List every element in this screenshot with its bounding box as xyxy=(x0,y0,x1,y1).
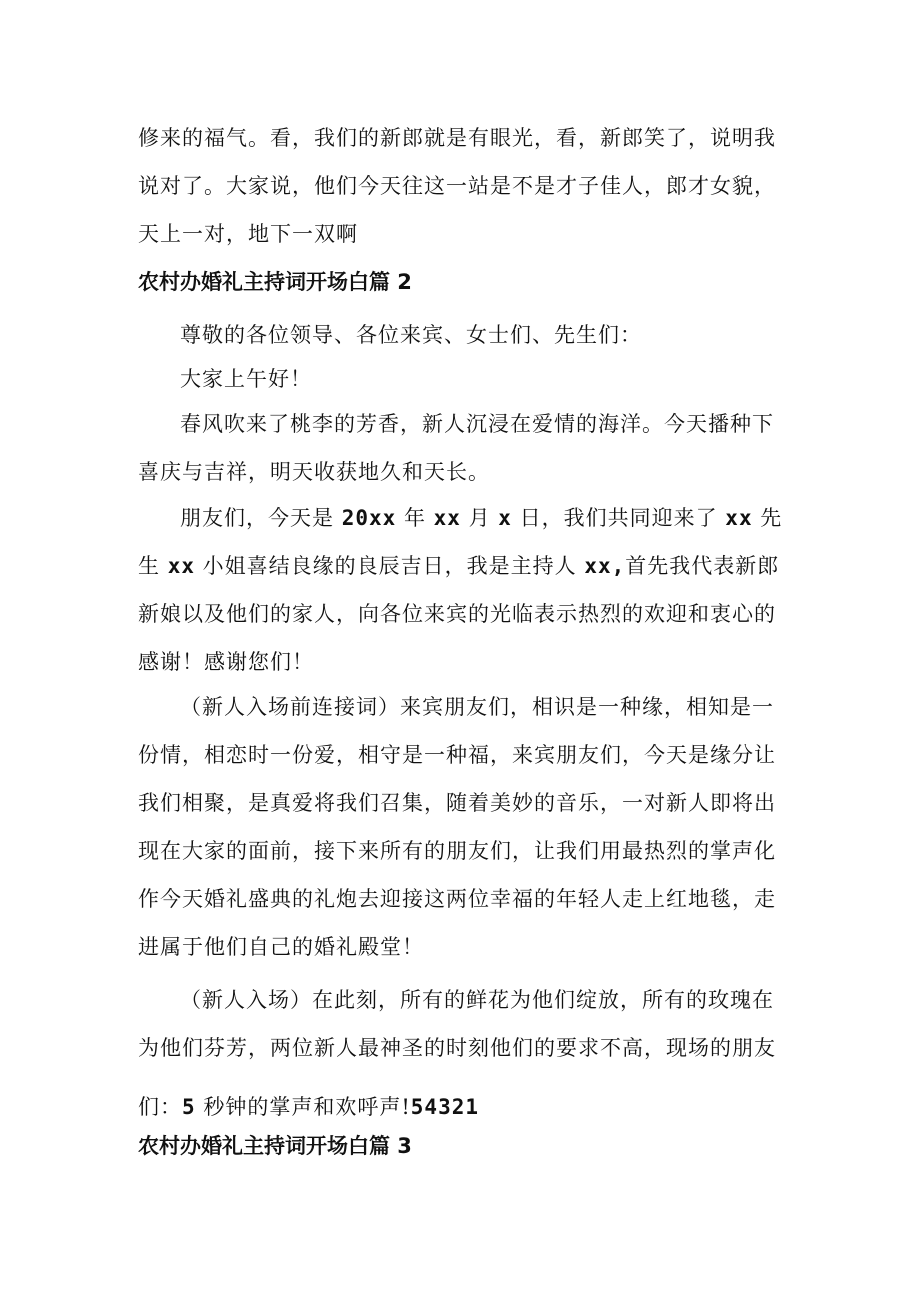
text-segment: 年 xyxy=(396,506,434,530)
paragraph-greeting: 尊敬的各位领导、各位来宾、女士们、先生们： xyxy=(180,323,642,347)
text-segment: 首先我代表新郎新娘以及他们的家人，向各位来宾的光临表示热烈的欢迎和衷心的感谢！感谢您们！ xyxy=(138,554,780,674)
paragraph-newcomers-entry-connection: （新人入场前连接词）来宾朋友们，相识是一种缘，相知是一份情，相恋时一份爱，相守是一种福，来宾朋友们，今天是缘分让我们相聚，是真爱将我们召集，随着美妙的音乐，一对新人即将出现在大家的面前，接下来所有的朋友们，让我们用最热烈的掌声化作今天婚礼盛典的礼炮去迎接这两位幸福的年轻人走上红地毯，走进属于他们自己的婚礼殿堂！ xyxy=(138,695,776,959)
date-month: xx xyxy=(433,506,461,530)
paragraph-applause-countdown xyxy=(138,1083,786,1131)
text-segment: 们： xyxy=(138,1095,182,1119)
section-heading-3: 农村办婚礼主持词开场白篇 3 xyxy=(138,1134,412,1158)
document-page xyxy=(138,0,786,1301)
countdown-number: 54321 xyxy=(410,1095,479,1119)
text-segment: 月 xyxy=(460,506,499,530)
section-heading-2: 农村办婚礼主持词开场白篇 2 xyxy=(138,270,412,294)
paragraph-newcomers-entry: （新人入场）在此刻，所有的鲜花为他们绽放，所有的玫瑰在为他们芬芳，两位新人最神圣的时刻他们的要求不高，现场的朋友 xyxy=(138,988,776,1060)
paragraph-intro-continuation: 修来的福气。看，我们的新郎就是有眼光，看，新郎笑了，说明我说对了。大家说，他们今天往这一站是不是才子佳人，郎才女貌，天上一对，地下一双啊 xyxy=(138,126,776,246)
paragraph-good-morning: 大家上午好！ xyxy=(180,367,312,391)
text-segment: 日，我们共同迎来了 xyxy=(511,506,726,530)
date-day: x xyxy=(498,506,512,530)
text-segment: 朋友们，今天是 xyxy=(180,506,342,530)
seconds-number: 5 xyxy=(182,1095,196,1119)
date-year: 20xx xyxy=(341,506,397,530)
paragraph-friends-today xyxy=(138,494,786,686)
groom-name: xx xyxy=(725,506,753,530)
host-name: xx, xyxy=(584,554,626,578)
bride-name: xx xyxy=(167,554,195,578)
text-segment: 先生 xyxy=(138,506,783,578)
text-segment: 小姐喜结良缘的良辰吉日，我是主持人 xyxy=(194,554,585,578)
text-segment: 秒钟的掌声和欢呼声! xyxy=(195,1095,411,1119)
paragraph-spring-wind: 春风吹来了桃李的芳香，新人沉浸在爱情的海洋。今天播种下喜庆与吉祥，明天收获地久和天长。 xyxy=(138,412,774,484)
